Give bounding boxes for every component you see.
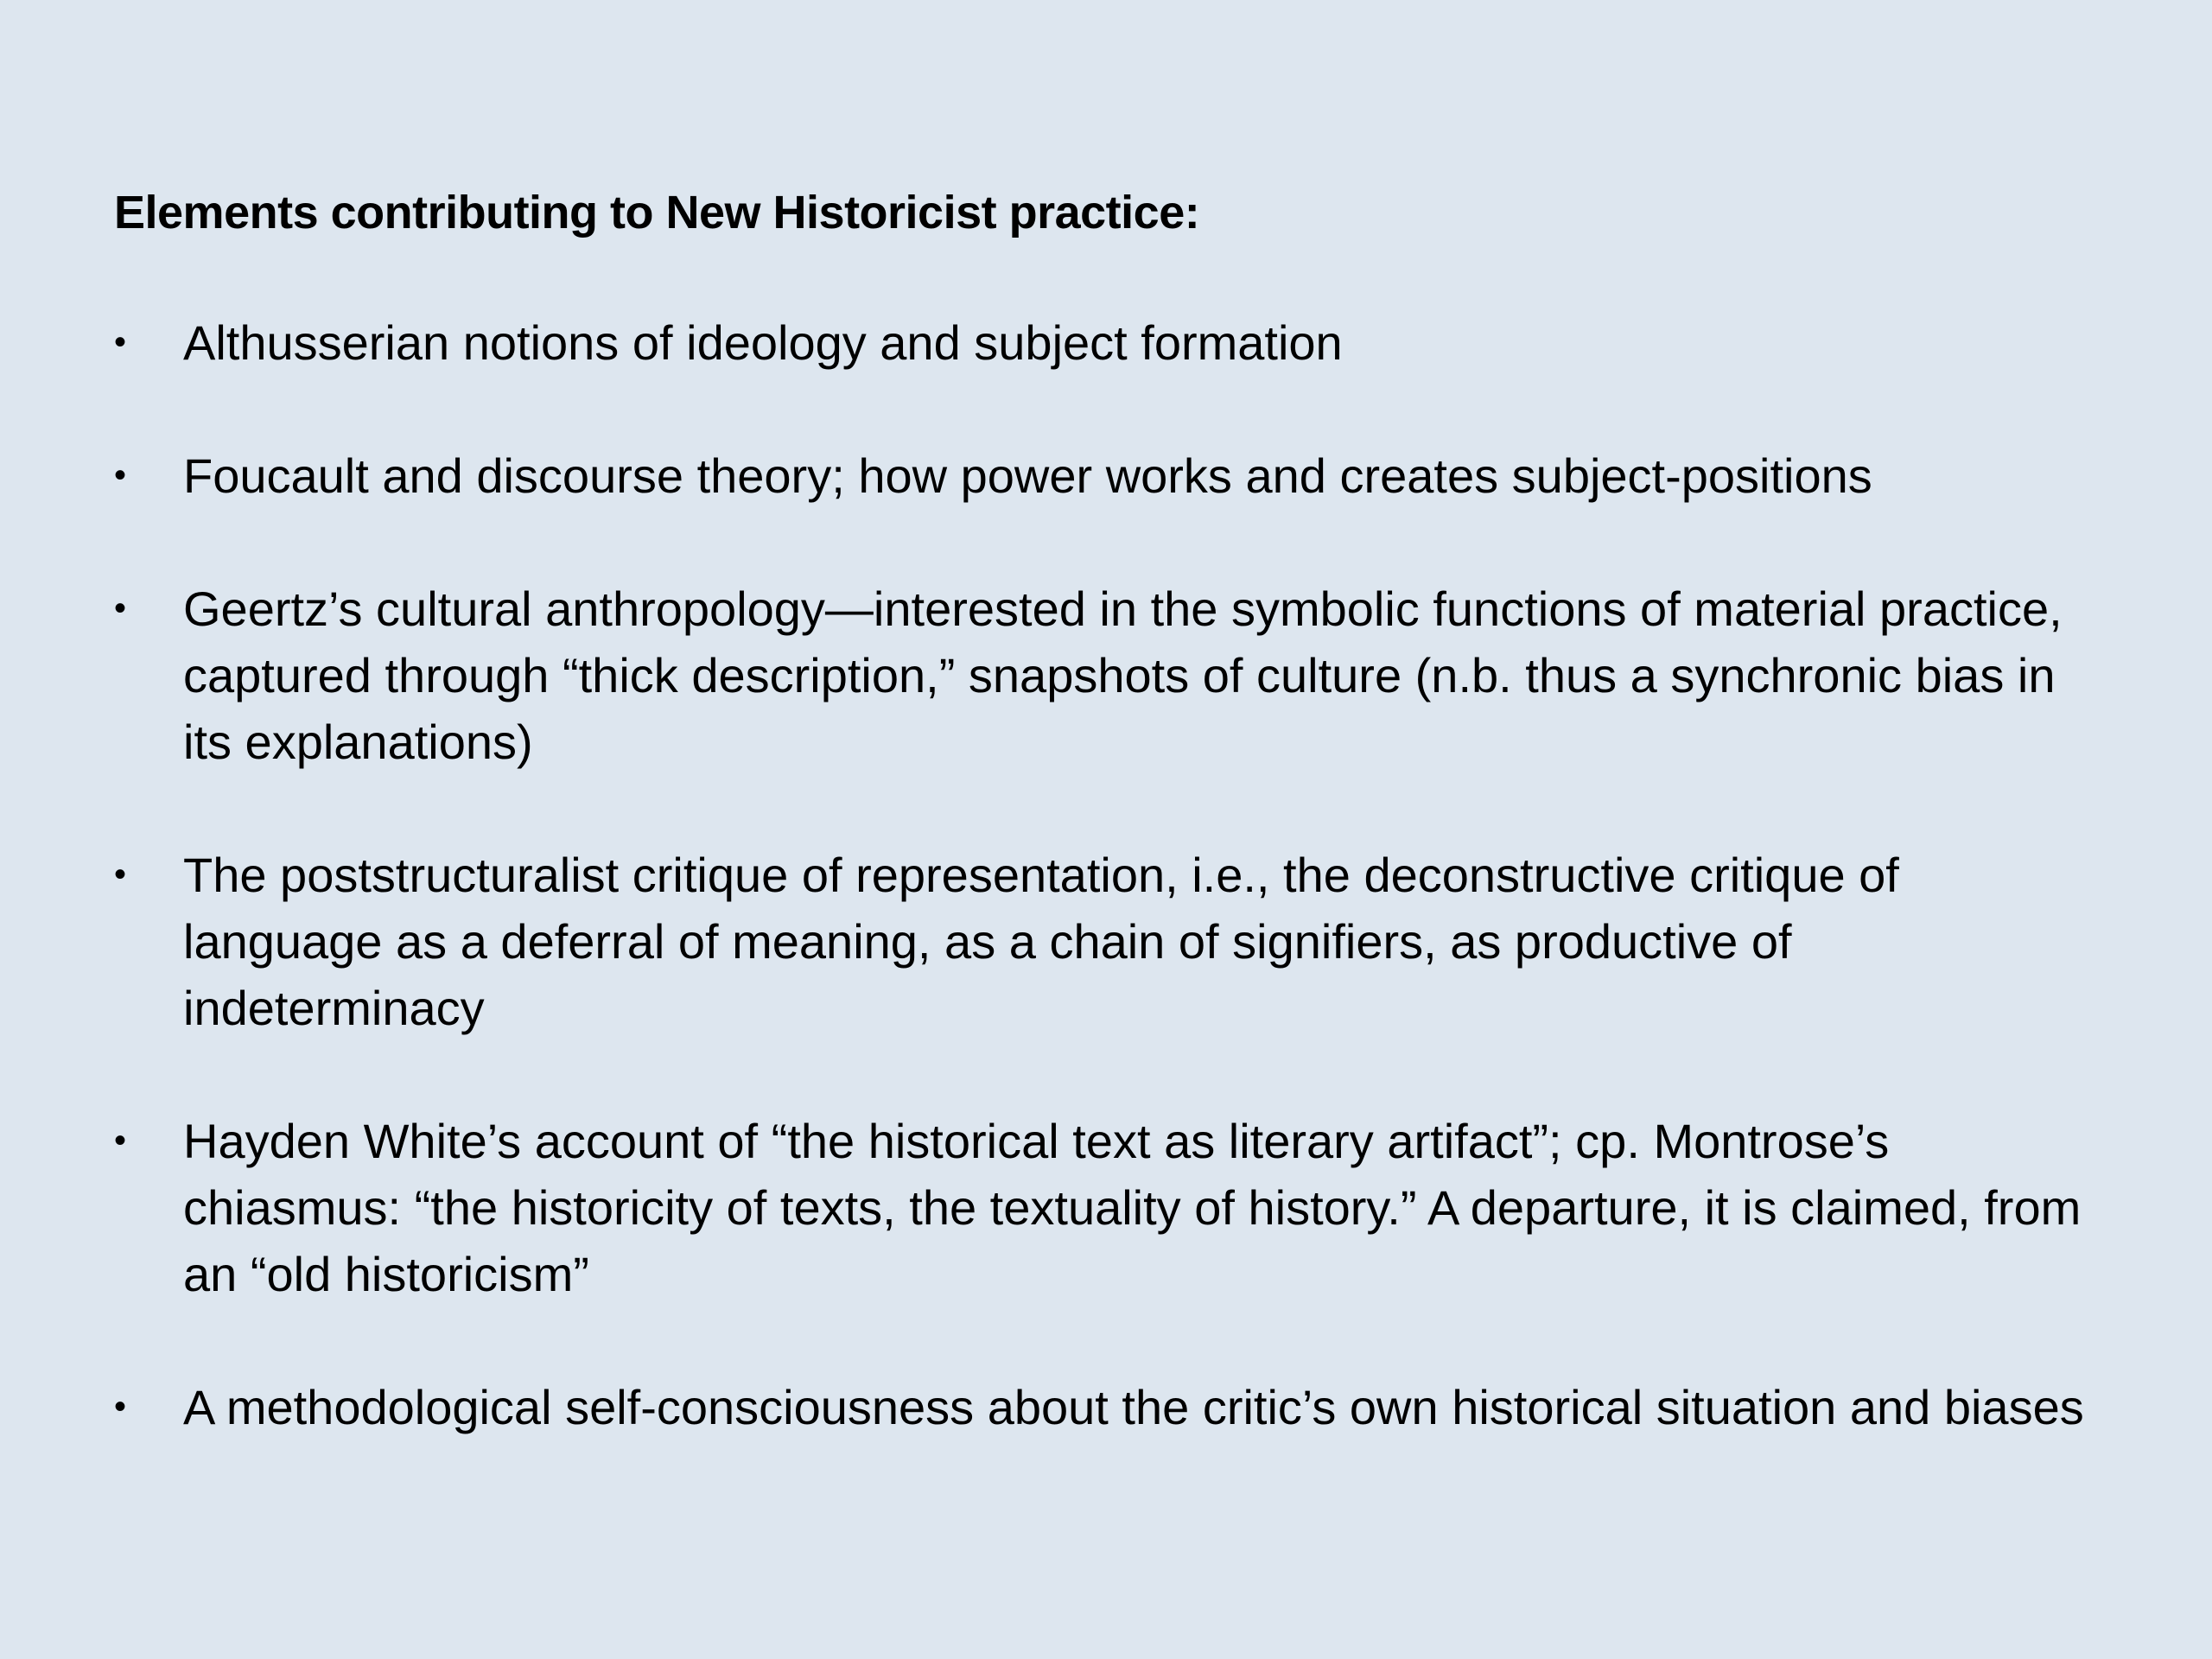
bullet-item-hayden-white [114,1108,2101,1307]
bullet-item-geertz [114,575,2101,775]
bullet-text: Geertz’s cultural anthropology—interested in the symbolic functions of material practice, captured through “thick description,” snapshots of culture (n.b. thus a synchronic bias in its explanations) [183,582,2063,769]
bullet-item-self-consciousness [114,1374,2101,1440]
bullet-point-icon: • [114,855,127,893]
bullet-text: Foucault and discourse theory; how power works and creates subject-positions [183,448,1872,503]
bullet-text: Althusserian notions of ideology and subject formation [183,315,1343,370]
bullet-item-foucault [114,442,2101,509]
bullet-point-icon: • [114,323,127,361]
bullet-item-poststructuralist [114,842,2101,1041]
slide-heading: Elements contributing to New Historicist practice: [114,187,1200,238]
bullet-text: A methodological self-consciousness about the critic’s own historical situation and biases [183,1380,2084,1434]
bullet-text: The poststructuralist critique of representation, i.e., the deconstructive critique of language as a deferral of meaning, as a chain of signifiers, as productive of indeterminacy [183,848,1899,1035]
bullet-list [114,309,2101,1440]
bullet-text: Hayden White’s account of “the historical text as literary artifact”; cp. Montrose’s chiasmus: “the historicity of texts, the textuality of history.” A departure, it is claimed, from an “old historicism” [183,1114,2082,1301]
bullet-point-icon: • [114,456,127,494]
bullet-point-icon: • [114,589,127,627]
bullet-point-icon: • [114,1122,127,1160]
bullet-item-althusser [114,309,2101,376]
bullet-point-icon: • [114,1388,127,1426]
